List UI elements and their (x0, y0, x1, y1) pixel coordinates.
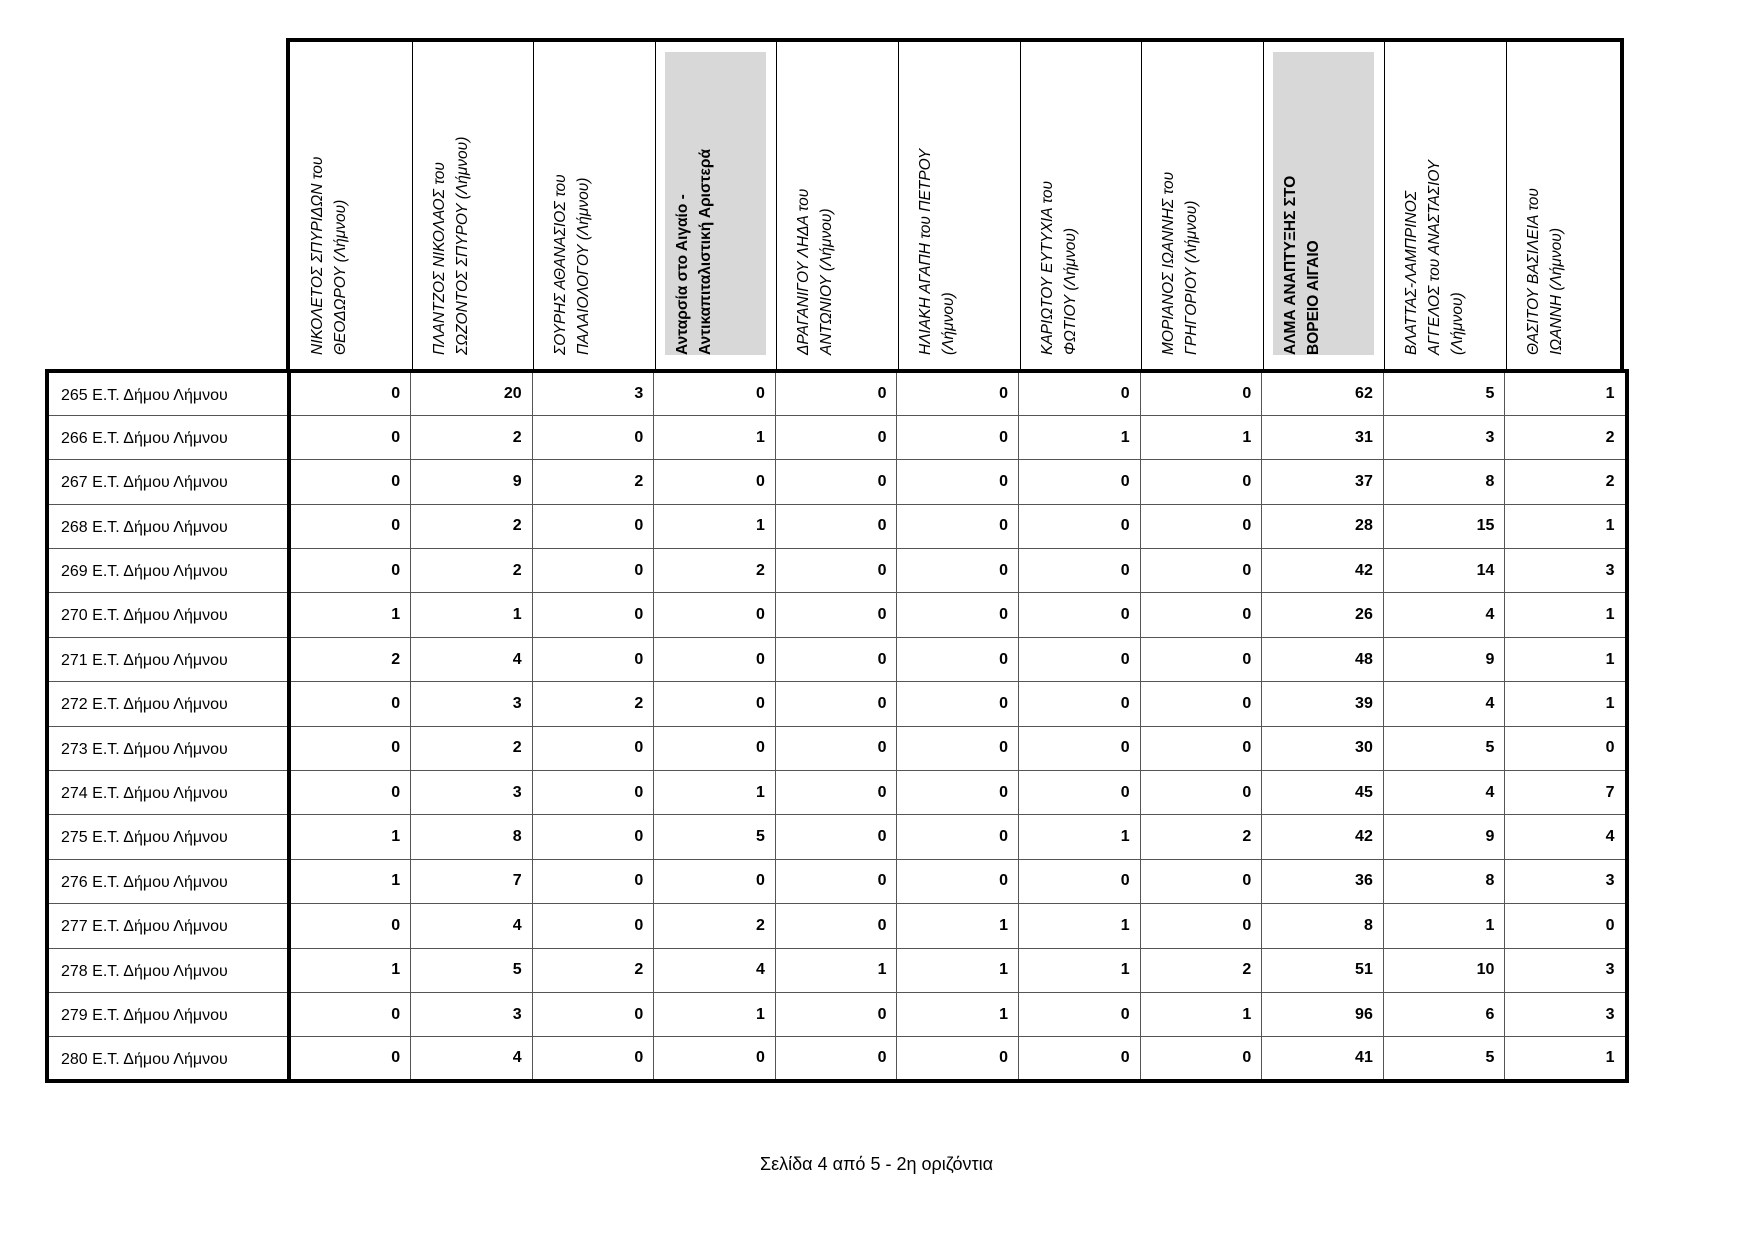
vote-count-cell: 0 (775, 504, 897, 548)
vote-count-cell: 0 (1019, 682, 1141, 726)
polling-station-label: 279 Ε.Τ. Δήμου Λήμνου (47, 992, 289, 1036)
vote-count-cell: 2 (1505, 460, 1627, 504)
results-table-body (47, 371, 1627, 1081)
vote-count-cell: 4 (411, 637, 533, 681)
vote-count-cell: 1 (1140, 992, 1262, 1036)
vote-count-cell: 0 (1019, 549, 1141, 593)
vote-count-cell: 0 (532, 593, 654, 637)
table-row (47, 859, 1627, 903)
vote-count-cell: 1 (1505, 682, 1627, 726)
vote-count-cell: 42 (1262, 549, 1384, 593)
vote-count-cell: 5 (1383, 371, 1505, 415)
vote-count-cell: 0 (1019, 726, 1141, 770)
vote-count-cell: 4 (1383, 593, 1505, 637)
vote-count-cell: 0 (532, 504, 654, 548)
vote-count-cell: 4 (411, 904, 533, 948)
polling-station-label: 271 Ε.Τ. Δήμου Λήμνου (47, 637, 289, 681)
vote-count-cell: 3 (1505, 549, 1627, 593)
results-table (45, 369, 1629, 1083)
vote-count-cell: 96 (1262, 992, 1384, 1036)
vote-count-cell: 0 (654, 371, 776, 415)
vote-count-cell: 0 (532, 549, 654, 593)
vote-count-cell: 0 (289, 904, 411, 948)
vote-count-cell: 2 (654, 904, 776, 948)
vote-count-cell: 0 (775, 460, 897, 504)
polling-station-label: 276 Ε.Τ. Δήμου Λήμνου (47, 859, 289, 903)
vote-count-cell: 1 (654, 992, 776, 1036)
page-footer: Σελίδα 4 από 5 - 2η οριζόντια (760, 1154, 993, 1174)
vote-count-cell: 1 (1505, 504, 1627, 548)
vote-count-cell: 0 (654, 637, 776, 681)
vote-count-cell: 0 (1019, 593, 1141, 637)
vote-count-cell: 0 (1019, 637, 1141, 681)
vote-count-cell: 4 (654, 948, 776, 992)
vote-count-cell: 3 (411, 992, 533, 1036)
header-column (655, 38, 777, 369)
vote-count-cell: 0 (1019, 460, 1141, 504)
vote-count-cell: 5 (1383, 1037, 1505, 1081)
vote-count-cell: 0 (775, 1037, 897, 1081)
vote-count-cell: 2 (411, 504, 533, 548)
vote-count-cell: 0 (775, 815, 897, 859)
vote-count-cell: 1 (289, 948, 411, 992)
table-row (47, 637, 1627, 681)
candidate-name: ΝΙΚΟΛΕΤΟΣ ΣΠΥΡΙΔΩΝ του ΘΕΟΔΩΡΟΥ (Λήμνου) (309, 156, 349, 355)
vote-count-cell: 0 (654, 682, 776, 726)
vote-count-cell: 0 (1140, 904, 1262, 948)
table-row (47, 549, 1627, 593)
vote-count-cell: 0 (897, 682, 1019, 726)
header-column (776, 38, 898, 369)
vote-count-cell: 0 (775, 771, 897, 815)
vote-count-cell: 14 (1383, 549, 1505, 593)
vote-count-cell: 0 (897, 815, 1019, 859)
polling-station-label: 278 Ε.Τ. Δήμου Λήμνου (47, 948, 289, 992)
header-column (1020, 38, 1142, 369)
table-row (47, 593, 1627, 637)
vote-count-cell: 26 (1262, 593, 1384, 637)
vote-count-cell: 1 (897, 992, 1019, 1036)
vote-count-cell: 0 (897, 859, 1019, 903)
vote-count-cell: 0 (1505, 904, 1627, 948)
vote-count-cell: 37 (1262, 460, 1384, 504)
vote-count-cell: 0 (1140, 460, 1262, 504)
vote-count-cell: 0 (532, 771, 654, 815)
polling-station-label: 274 Ε.Τ. Δήμου Λήμνου (47, 771, 289, 815)
vote-count-cell: 0 (775, 549, 897, 593)
polling-station-label: 277 Ε.Τ. Δήμου Λήμνου (47, 904, 289, 948)
candidate-name: ΒΛΑΤΤΑΣ-ΛΑΜΠΡΙΝΟΣ ΑΓΓΕΛΟΣ του ΑΝΑΣΤΑΣΙΟΥ (Λήμνου) (1403, 160, 1467, 355)
polling-station-label: 268 Ε.Τ. Δήμου Λήμνου (47, 504, 289, 548)
candidate-name: ΠΛΑΝΤΖΟΣ ΝΙΚΟΛΑΟΣ του ΣΩΖΟΝΤΟΣ ΣΠΥΡΟΥ (Λήμνου) (430, 136, 471, 355)
vote-count-cell: 2 (1505, 415, 1627, 459)
vote-count-cell: 0 (897, 1037, 1019, 1081)
vote-count-cell: 0 (1019, 371, 1141, 415)
candidate-name: ΣΟΥΡΗΣ ΑΘΑΝΑΣΙΟΣ του ΠΑΛΑΙΟΛΟΓΟΥ (Λήμνου) (552, 174, 593, 355)
table-row (47, 682, 1627, 726)
vote-count-cell: 0 (897, 460, 1019, 504)
vote-count-cell: 1 (1505, 1037, 1627, 1081)
vote-count-cell: 42 (1262, 815, 1384, 859)
vote-count-cell: 0 (289, 1037, 411, 1081)
vote-count-cell: 2 (411, 415, 533, 459)
vote-count-cell: 9 (1383, 815, 1505, 859)
vote-count-cell: 1 (1140, 415, 1262, 459)
vote-count-cell: 10 (1383, 948, 1505, 992)
vote-count-cell: 1 (1019, 815, 1141, 859)
polling-station-label: 272 Ε.Τ. Δήμου Λήμνου (47, 682, 289, 726)
vote-count-cell: 0 (1505, 726, 1627, 770)
vote-count-cell: 8 (1383, 859, 1505, 903)
vote-count-cell: 0 (897, 371, 1019, 415)
party-name: Ανταρσία στο Αιγαίο - Αντικαπιταλιστική Αριστερά (673, 149, 714, 355)
header-column (1141, 38, 1263, 369)
vote-count-cell: 1 (289, 859, 411, 903)
vote-count-cell: 41 (1262, 1037, 1384, 1081)
vote-count-cell: 0 (532, 904, 654, 948)
vote-count-cell: 0 (532, 859, 654, 903)
polling-station-label: 269 Ε.Τ. Δήμου Λήμνου (47, 549, 289, 593)
vote-count-cell: 0 (532, 415, 654, 459)
vote-count-cell: 0 (289, 504, 411, 548)
vote-count-cell: 0 (289, 682, 411, 726)
polling-station-label: 280 Ε.Τ. Δήμου Λήμνου (47, 1037, 289, 1081)
vote-count-cell: 1 (1019, 904, 1141, 948)
vote-count-cell: 6 (1383, 992, 1505, 1036)
vote-count-cell: 1 (1505, 371, 1627, 415)
vote-count-cell: 3 (1505, 859, 1627, 903)
vote-count-cell: 0 (1140, 771, 1262, 815)
vote-count-cell: 0 (289, 371, 411, 415)
vote-count-cell: 20 (411, 371, 533, 415)
vote-count-cell: 0 (654, 1037, 776, 1081)
vote-count-cell: 28 (1262, 504, 1384, 548)
header-column (1506, 38, 1628, 369)
vote-count-cell: 9 (411, 460, 533, 504)
vote-count-cell: 0 (897, 726, 1019, 770)
vote-count-cell: 0 (775, 726, 897, 770)
vote-count-cell: 0 (775, 593, 897, 637)
vote-count-cell: 7 (1505, 771, 1627, 815)
vote-count-cell: 1 (289, 815, 411, 859)
vote-count-cell: 8 (1383, 460, 1505, 504)
vote-count-cell: 0 (654, 859, 776, 903)
table-row (47, 904, 1627, 948)
vote-count-cell: 0 (1019, 504, 1141, 548)
party-name: ΑΛΜΑ ΑΝΑΠΤΥΞΗΣ ΣΤΟ ΒΟΡΕΙΟ ΑΙΓΑΙΟ (1281, 175, 1322, 355)
vote-count-cell: 0 (1019, 1037, 1141, 1081)
vote-count-cell: 1 (411, 593, 533, 637)
vote-count-cell: 4 (1383, 771, 1505, 815)
polling-station-label: 275 Ε.Τ. Δήμου Λήμνου (47, 815, 289, 859)
vote-count-cell: 48 (1262, 637, 1384, 681)
vote-count-cell: 0 (1140, 726, 1262, 770)
vote-count-cell: 0 (289, 549, 411, 593)
vote-count-cell: 0 (897, 549, 1019, 593)
vote-count-cell: 1 (654, 504, 776, 548)
vote-count-cell: 0 (1140, 859, 1262, 903)
vote-count-cell: 8 (1262, 904, 1384, 948)
vote-count-cell: 3 (532, 371, 654, 415)
vote-count-cell: 4 (411, 1037, 533, 1081)
candidate-name: ΜΟΡΙΑΝΟΣ ΙΩΑΝΝΗΣ του ΓΡΗΓΟΡΙΟΥ (Λήμνου) (1160, 171, 1201, 355)
vote-count-cell: 45 (1262, 771, 1384, 815)
vote-count-cell: 0 (1019, 992, 1141, 1036)
vote-count-cell: 3 (1505, 948, 1627, 992)
vote-count-cell: 0 (654, 593, 776, 637)
vote-count-cell: 39 (1262, 682, 1384, 726)
vote-count-cell: 1 (897, 904, 1019, 948)
vote-count-cell: 0 (289, 415, 411, 459)
table-row (47, 771, 1627, 815)
vote-count-cell: 0 (1140, 504, 1262, 548)
vote-count-cell: 0 (289, 726, 411, 770)
header-column (533, 38, 655, 369)
vote-count-cell: 0 (532, 637, 654, 681)
vote-count-cell: 2 (1140, 815, 1262, 859)
vote-count-cell: 0 (775, 992, 897, 1036)
vote-count-cell: 8 (411, 815, 533, 859)
vote-count-cell: 0 (1140, 593, 1262, 637)
vote-count-cell: 2 (654, 549, 776, 593)
candidate-name: ΘΑΣΙΤΟΥ ΒΑΣΙΛΕΙΑ του ΙΩΑΝΝΗ (Λήμνου) (1525, 188, 1565, 355)
vote-count-cell: 0 (897, 637, 1019, 681)
table-row (47, 1037, 1627, 1081)
vote-count-cell: 0 (1140, 637, 1262, 681)
polling-station-label: 266 Ε.Τ. Δήμου Λήμνου (47, 415, 289, 459)
vote-count-cell: 1 (775, 948, 897, 992)
vote-count-cell: 0 (654, 460, 776, 504)
vote-count-cell: 0 (775, 682, 897, 726)
header-column (290, 38, 412, 369)
table-row (47, 992, 1627, 1036)
vote-count-cell: 0 (532, 992, 654, 1036)
vote-count-cell: 0 (1140, 549, 1262, 593)
vote-count-cell: 3 (1383, 415, 1505, 459)
vote-count-cell: 1 (654, 415, 776, 459)
vote-count-cell: 1 (289, 593, 411, 637)
vote-count-cell: 0 (289, 992, 411, 1036)
header-column (1263, 38, 1385, 369)
vote-count-cell: 0 (1140, 1037, 1262, 1081)
vote-count-cell: 31 (1262, 415, 1384, 459)
table-row (47, 371, 1627, 415)
vote-count-cell: 0 (897, 504, 1019, 548)
vote-count-cell: 5 (411, 948, 533, 992)
vote-count-cell: 1 (1505, 593, 1627, 637)
polling-station-label: 267 Ε.Τ. Δήμου Λήμνου (47, 460, 289, 504)
vote-count-cell: 2 (532, 460, 654, 504)
vote-count-cell: 2 (1140, 948, 1262, 992)
vote-count-cell: 1 (654, 771, 776, 815)
vote-count-cell: 0 (1140, 682, 1262, 726)
vote-count-cell: 15 (1383, 504, 1505, 548)
vote-count-cell: 1 (1505, 637, 1627, 681)
header-column (898, 38, 1020, 369)
vote-count-cell: 0 (532, 815, 654, 859)
vote-count-cell: 0 (775, 859, 897, 903)
vote-count-cell: 51 (1262, 948, 1384, 992)
vote-count-cell: 2 (532, 682, 654, 726)
table-row (47, 948, 1627, 992)
vote-count-cell: 0 (897, 771, 1019, 815)
vote-count-cell: 0 (775, 371, 897, 415)
vote-count-cell: 2 (411, 549, 533, 593)
vote-count-cell: 0 (897, 415, 1019, 459)
vote-count-cell: 9 (1383, 637, 1505, 681)
vote-count-cell: 5 (654, 815, 776, 859)
vote-count-cell: 7 (411, 859, 533, 903)
vote-count-cell: 0 (289, 771, 411, 815)
vote-count-cell: 4 (1505, 815, 1627, 859)
polling-station-label: 265 Ε.Τ. Δήμου Λήμνου (47, 371, 289, 415)
candidate-name: ΚΑΡΙΩΤΟΥ ΕΥΤΥΧΙΑ του ΦΩΤΙΟΥ (Λήμνου) (1038, 180, 1079, 355)
candidate-name: ΗΛΙΑΚΗ ΑΓΑΠΗ του ΠΕΤΡΟΥ (Λήμνου) (917, 148, 957, 355)
vote-count-cell: 0 (775, 904, 897, 948)
polling-station-label: 273 Ε.Τ. Δήμου Λήμνου (47, 726, 289, 770)
vote-count-cell: 1 (1383, 904, 1505, 948)
vote-count-cell: 5 (1383, 726, 1505, 770)
vote-count-cell: 1 (1019, 415, 1141, 459)
vote-count-cell: 0 (1140, 371, 1262, 415)
vote-count-cell: 2 (532, 948, 654, 992)
vote-count-cell: 62 (1262, 371, 1384, 415)
vote-count-cell: 0 (775, 637, 897, 681)
vote-count-cell: 2 (411, 726, 533, 770)
vote-count-cell: 1 (1019, 948, 1141, 992)
vote-count-cell: 0 (1019, 771, 1141, 815)
vote-count-cell: 30 (1262, 726, 1384, 770)
table-row (47, 726, 1627, 770)
table-row (47, 460, 1627, 504)
candidate-name: ΔΡΑΓΑΝΙΓΟΥ ΛΗΔΑ του ΑΝΤΩΝΙΟΥ (Λήμνου) (795, 188, 836, 355)
vote-count-cell: 3 (411, 771, 533, 815)
polling-station-label: 270 Ε.Τ. Δήμου Λήμνου (47, 593, 289, 637)
vote-count-cell: 0 (532, 726, 654, 770)
vote-count-cell: 0 (897, 593, 1019, 637)
vote-count-cell: 0 (1019, 859, 1141, 903)
vote-count-cell: 4 (1383, 682, 1505, 726)
vote-count-cell: 0 (532, 1037, 654, 1081)
header-column (1384, 38, 1506, 369)
table-row (47, 504, 1627, 548)
vote-count-cell: 0 (654, 726, 776, 770)
vote-count-cell: 0 (289, 460, 411, 504)
header-column (412, 38, 534, 369)
vote-count-cell: 36 (1262, 859, 1384, 903)
vote-count-cell: 1 (897, 948, 1019, 992)
table-row (47, 815, 1627, 859)
table-row (47, 415, 1627, 459)
vote-count-cell: 3 (1505, 992, 1627, 1036)
vote-count-cell: 0 (775, 415, 897, 459)
vote-count-cell: 2 (289, 637, 411, 681)
vote-count-cell: 3 (411, 682, 533, 726)
